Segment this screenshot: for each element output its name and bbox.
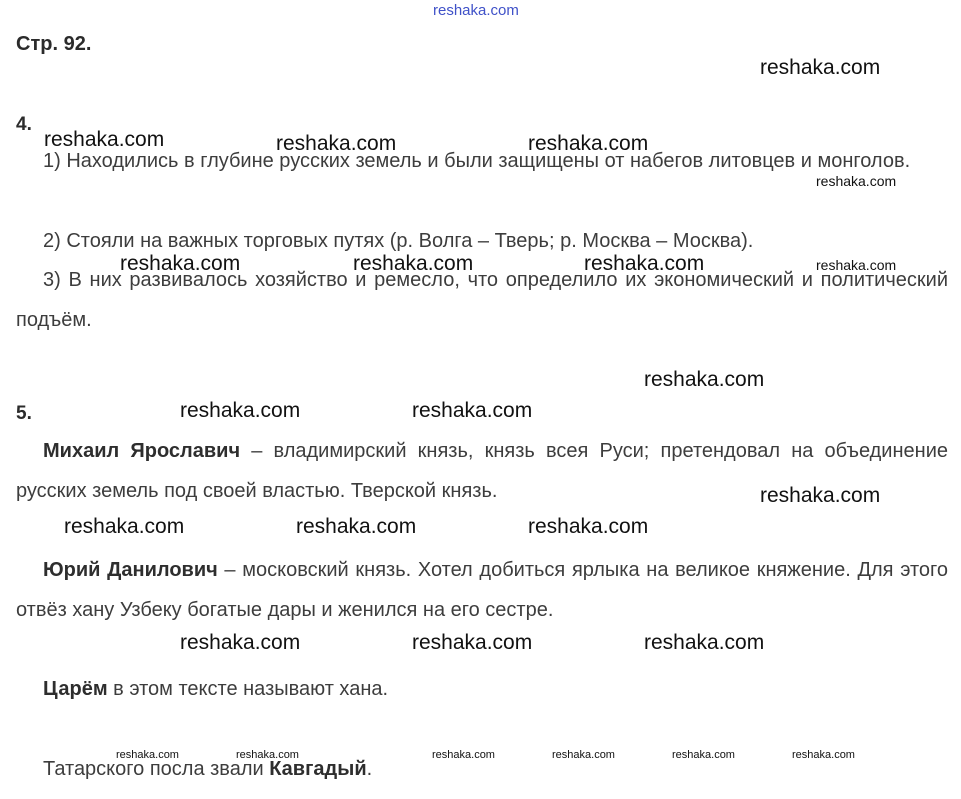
- q4-item-3: 3) В них развивалось хозяйство и ремесло, что определило их экономический и политический подъём.: [16, 269, 948, 331]
- mikhail-name: Михаил Ярославич: [43, 440, 241, 462]
- watermark: reshaka.com: [760, 484, 881, 507]
- watermark: reshaka.com: [353, 252, 474, 275]
- watermark: reshaka.com: [120, 252, 241, 275]
- yuri-text: – московский князь. Хотел добиться ярлыка на великое княжение. Для этого отвёз хану Узбеку богатые дары и женился на его сестре.: [16, 559, 949, 621]
- envoy-name: Кавгадый: [269, 758, 367, 780]
- watermark: reshaka.com: [412, 399, 533, 422]
- watermark: reshaka.com: [64, 515, 185, 538]
- yuri-name: Юрий Данилович: [43, 559, 218, 581]
- watermark: reshaka.com: [528, 132, 649, 155]
- watermark: reshaka.com: [236, 749, 299, 761]
- watermark: reshaka.com: [816, 173, 897, 189]
- watermark: reshaka.com: [792, 749, 855, 761]
- watermark: reshaka.com: [44, 128, 165, 151]
- question-4-number: 4.: [16, 114, 32, 135]
- watermark: reshaka.com: [584, 252, 705, 275]
- envoy-prefix: Татарского посла звали: [43, 758, 270, 780]
- watermark: reshaka.com: [644, 631, 765, 654]
- watermark: reshaka.com: [552, 749, 615, 761]
- q5-yuri-paragraph: [16, 550, 948, 630]
- mikhail-text: – владимирский князь, князь всея Руси; претендовал на объединение русских земель под своей властью. Тверской князь.: [16, 440, 948, 502]
- watermark: reshaka.com: [180, 399, 301, 422]
- page-title: Стр. 92.: [16, 33, 92, 55]
- watermark: reshaka.com: [672, 749, 735, 761]
- watermark: reshaka.com: [644, 368, 765, 391]
- watermark: reshaka.com: [816, 257, 897, 273]
- watermark: reshaka.com: [432, 749, 495, 761]
- watermark: reshaka.com: [412, 631, 533, 654]
- watermark: reshaka.com: [528, 515, 649, 538]
- watermark: reshaka.com: [180, 631, 301, 654]
- watermark: reshaka.com: [116, 749, 179, 761]
- q4-item-1: 1) Находились в глубине русских земель и были защищены от набегов литовцев и монголов.: [43, 150, 911, 172]
- watermark: reshaka.com: [276, 132, 397, 155]
- q4-item-2: 2) Стояли на важных торговых путях (р. Волга – Тверь; р. Москва – Москва).: [43, 230, 754, 252]
- watermark-top: reshaka.com: [433, 2, 519, 19]
- tsar-word: Царём: [43, 678, 108, 700]
- q5-tsar-paragraph: [16, 669, 948, 709]
- watermark: reshaka.com: [296, 515, 417, 538]
- envoy-suffix: .: [366, 758, 373, 780]
- tsar-text: в этом тексте называют хана.: [107, 678, 389, 700]
- question-5-number: 5.: [16, 403, 32, 424]
- watermark: reshaka.com: [760, 56, 881, 79]
